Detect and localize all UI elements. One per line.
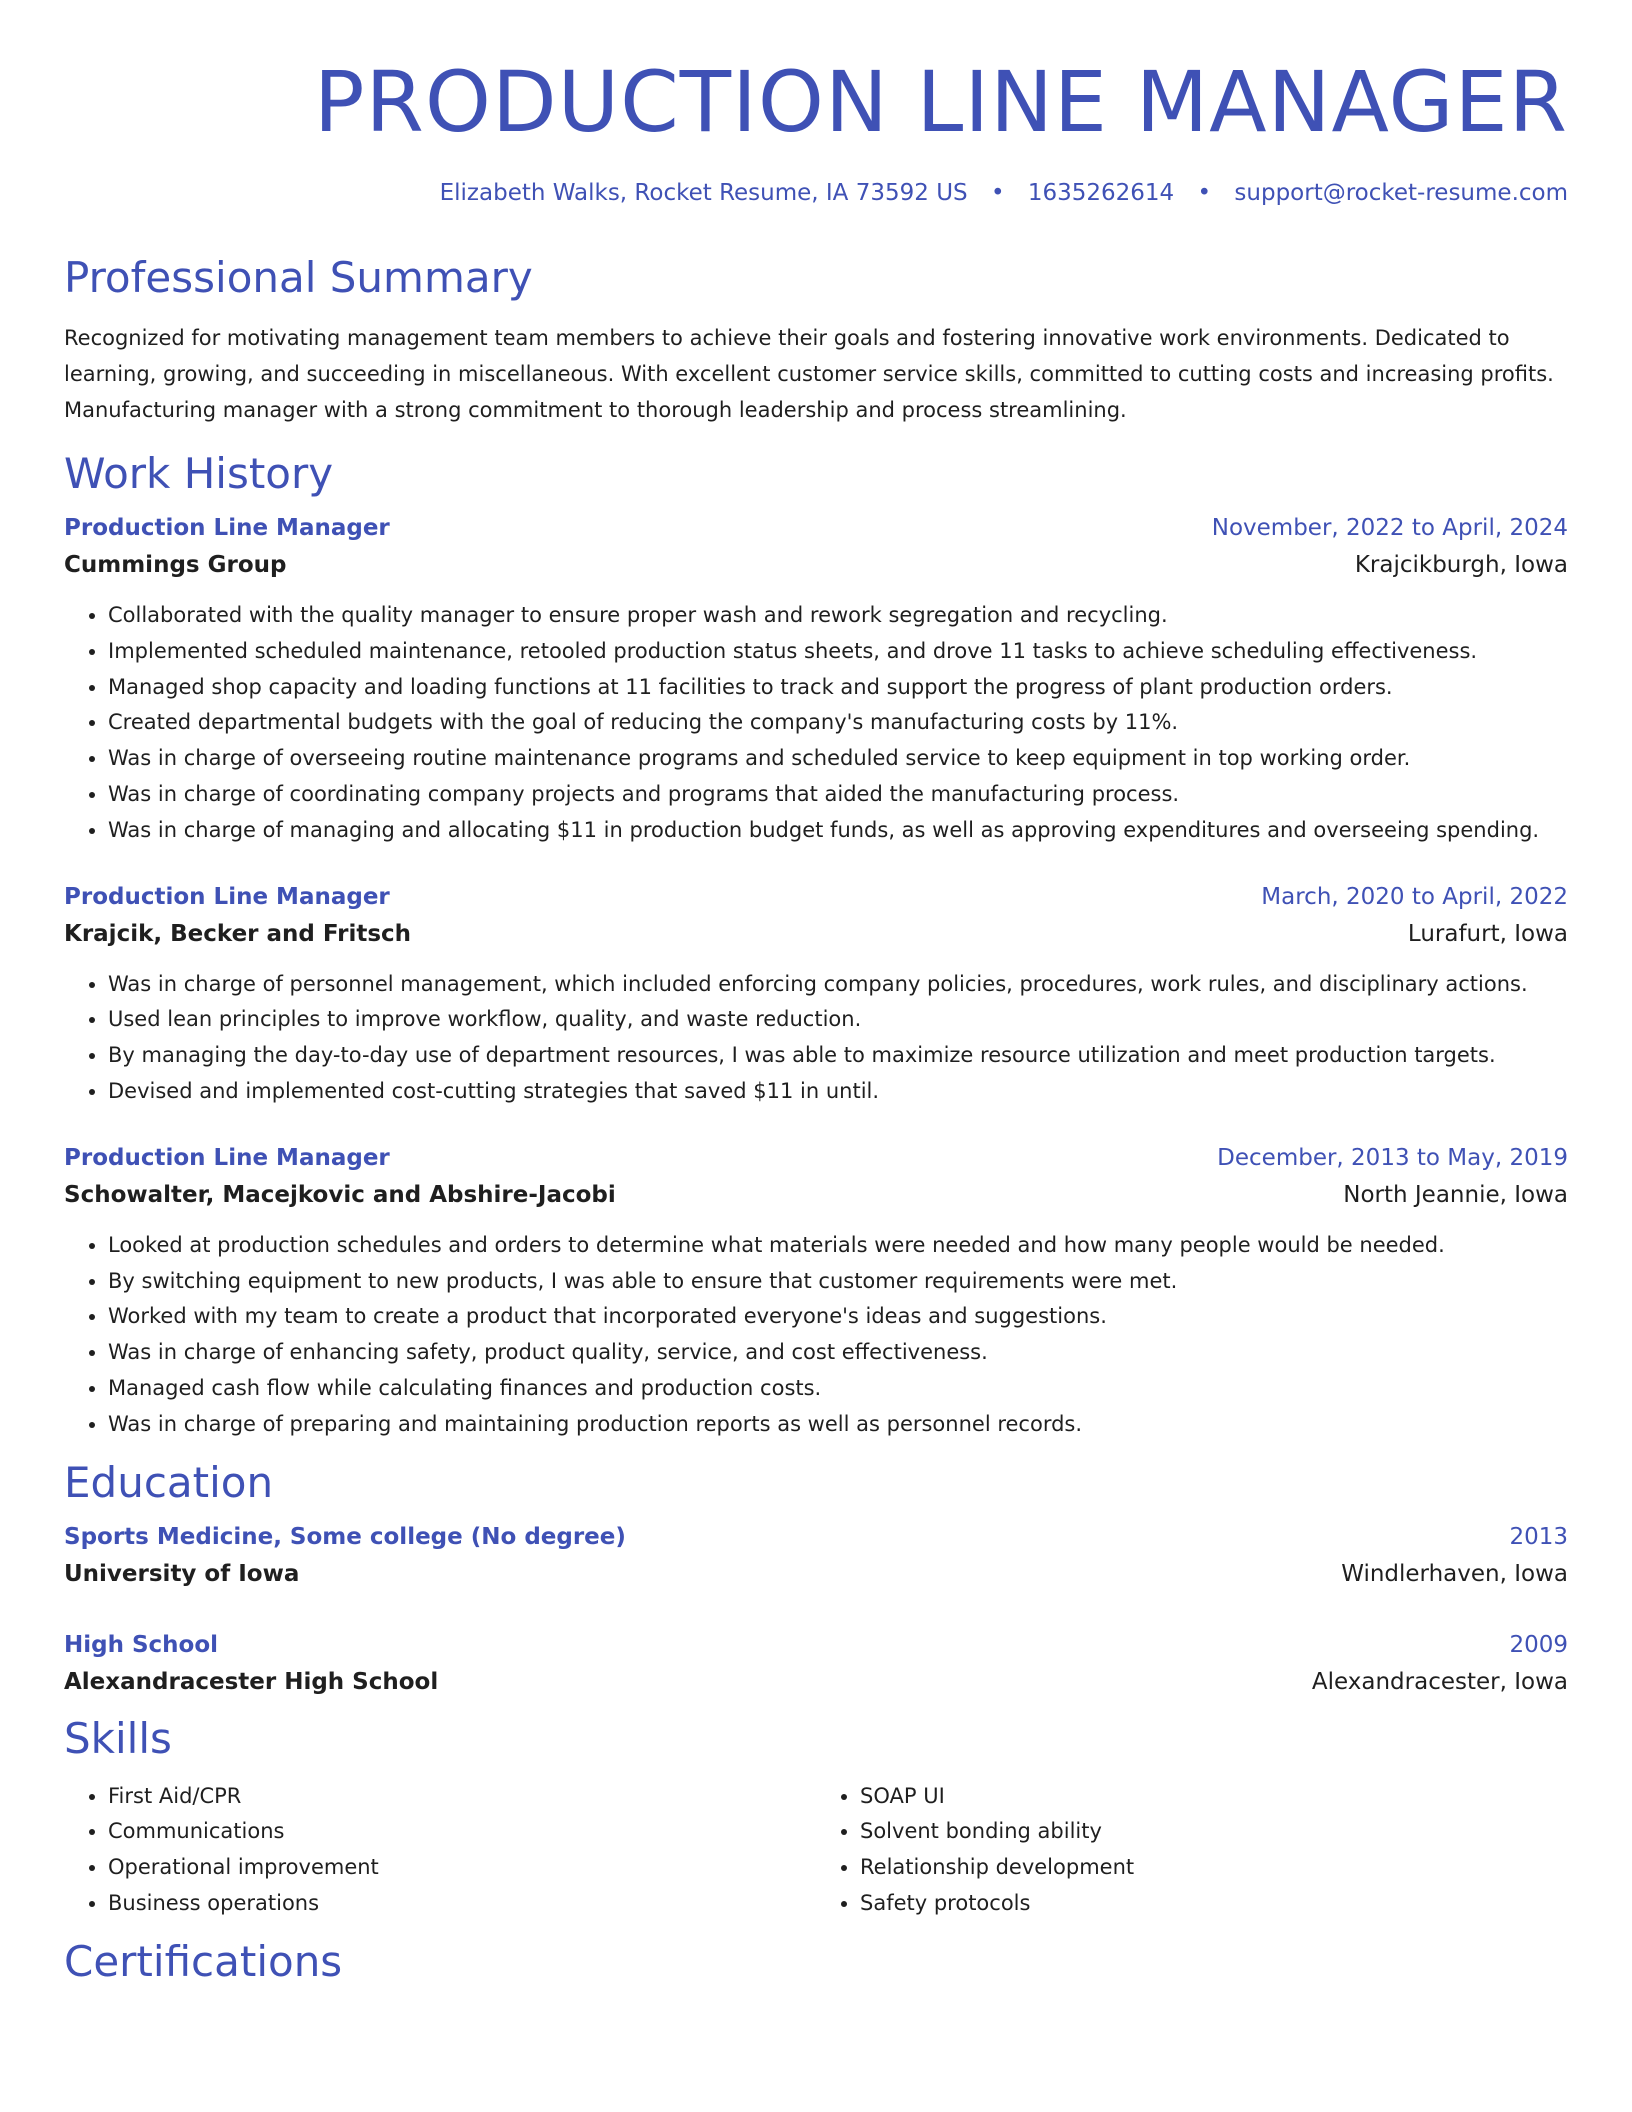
list-item: • Managed cash flow while calculating finances and production costs. [108, 1371, 1568, 1407]
contact-separator: • [1197, 180, 1212, 206]
job-title: Production Line Manager [64, 1144, 390, 1171]
education-entry [64, 1519, 1568, 1593]
list-item: • Collaborated with the quality manager to ensure proper wash and rework segregation and recycling. [108, 598, 1568, 634]
education-entry [64, 1627, 1568, 1701]
skill-item: • Communications [108, 1814, 816, 1850]
skills-column-left [64, 1779, 816, 1922]
job-entry [64, 879, 1568, 1110]
skill-item: • Safety protocols [860, 1886, 1568, 1922]
graduation-year: 2009 [1509, 1631, 1568, 1658]
school-name: Alexandracester High School [64, 1668, 439, 1695]
skill-item: • First Aid/CPR [108, 1779, 816, 1815]
job-dates: November, 2022 to April, 2024 [1211, 515, 1568, 541]
resume-header [64, 0, 1568, 208]
skills-section [64, 1713, 1568, 1922]
section-title-skills: Skills [64, 1713, 172, 1763]
skill-item: • Solvent bonding ability [860, 1814, 1568, 1850]
professional-summary-section [64, 252, 1568, 428]
list-item: • Was in charge of overseeing routine maintenance programs and scheduled service to keep equipment in top working order. [108, 741, 1568, 777]
list-item: • Devised and implemented cost-cutting strategies that saved $11 in until. [108, 1074, 1568, 1110]
job-location: Krajcikburgh, Iowa [1354, 552, 1568, 578]
list-item: • Managed shop capacity and loading functions at 11 facilities to track and support the progress of plant production orders. [108, 670, 1568, 706]
job-bullets [64, 1228, 1568, 1443]
degree-name: Sports Medicine, Some college (No degree) [64, 1523, 626, 1550]
company-name: Cummings Group [64, 552, 287, 578]
contact-line [64, 178, 1568, 208]
skill-item: • Business operations [108, 1886, 816, 1922]
section-title-summary: Professional Summary [64, 253, 533, 302]
job-entry [64, 510, 1568, 849]
section-title-work: Work History [64, 449, 334, 498]
job-title: Production Line Manager [64, 883, 390, 910]
job-bullets [64, 967, 1568, 1110]
list-item: • By switching equipment to new products, I was able to ensure that customer requirements were met. [108, 1264, 1568, 1300]
graduation-year: 2013 [1509, 1523, 1568, 1550]
degree-name: High School [64, 1631, 219, 1658]
list-item: • Was in charge of enhancing safety, product quality, service, and cost effectiveness. [108, 1335, 1568, 1371]
list-item: • Was in charge of coordinating company projects and programs that aided the manufacturing process. [108, 777, 1568, 813]
skills-column-right [816, 1779, 1568, 1922]
section-title-certifications: Certifications [64, 1936, 343, 1986]
contact-phone: 1635262614 [1027, 180, 1175, 206]
list-item: • Implemented scheduled maintenance, retooled production status sheets, and drove 11 tasks to achieve scheduling effectiveness. [108, 634, 1568, 670]
education-section [64, 1457, 1568, 1701]
skill-item: • Relationship development [860, 1850, 1568, 1886]
list-item: • Worked with my team to create a product that incorporated everyone's ideas and suggestions. [108, 1299, 1568, 1335]
school-location: Alexandracester, Iowa [1311, 1668, 1568, 1695]
job-title: Production Line Manager [64, 515, 390, 541]
job-dates: March, 2020 to April, 2022 [1261, 883, 1568, 910]
job-entry [64, 1140, 1568, 1443]
school-name: University of Iowa [64, 1560, 300, 1587]
list-item: • Was in charge of personnel management, which included enforcing company policies, procedures, work rules, and disciplinary actions. [108, 967, 1568, 1003]
list-item: • Used lean principles to improve workflow, quality, and waste reduction. [108, 1002, 1568, 1038]
list-item: • Was in charge of managing and allocating $11 in production budget funds, as well as approving expenditures and overseeing spending. [108, 813, 1568, 849]
company-name: Schowalter, Macejkovic and Abshire-Jacobi [64, 1181, 616, 1208]
skill-item: • SOAP UI [860, 1779, 1568, 1815]
contact-address: Elizabeth Walks, Rocket Resume, IA 73592 US [439, 180, 968, 206]
job-dates: December, 2013 to May, 2019 [1217, 1144, 1568, 1171]
job-bullets [64, 598, 1568, 849]
company-name: Krajcik, Becker and Fritsch [64, 920, 412, 947]
skill-item: • Operational improvement [108, 1850, 816, 1886]
work-history-section [64, 448, 1568, 1443]
job-location: North Jeannie, Iowa [1343, 1181, 1568, 1208]
school-location: Windlerhaven, Iowa [1341, 1560, 1568, 1587]
list-item: • By managing the day-to-day use of department resources, I was able to maximize resource utilization and meet production targets. [108, 1038, 1568, 1074]
job-location: Lurafurt, Iowa [1407, 920, 1568, 947]
list-item: • Was in charge of preparing and maintaining production reports as well as personnel records. [108, 1407, 1568, 1443]
skills-grid [64, 1765, 1568, 1922]
section-title-education: Education [64, 1457, 274, 1507]
contact-separator: • [990, 180, 1005, 206]
certifications-section [64, 1936, 1568, 1988]
list-item: • Looked at production schedules and orders to determine what materials were needed and how many people would be needed. [108, 1228, 1568, 1264]
list-item: • Created departmental budgets with the goal of reducing the company's manufacturing costs by 11%. [108, 705, 1568, 741]
page-title: PRODUCTION LINE MANAGER [313, 53, 1568, 151]
summary-text: Recognized for motivating management team members to achieve their goals and fostering innovative work environments. Dedicated to learning, growing, and succeeding in miscellaneous. With excellent customer service skills, committed to cutting costs and increasing profits. Manufacturing manager with a strong commitment to thorough leadership and process streamlining. [64, 326, 1554, 422]
contact-email: support@rocket-resume.com [1234, 180, 1568, 206]
